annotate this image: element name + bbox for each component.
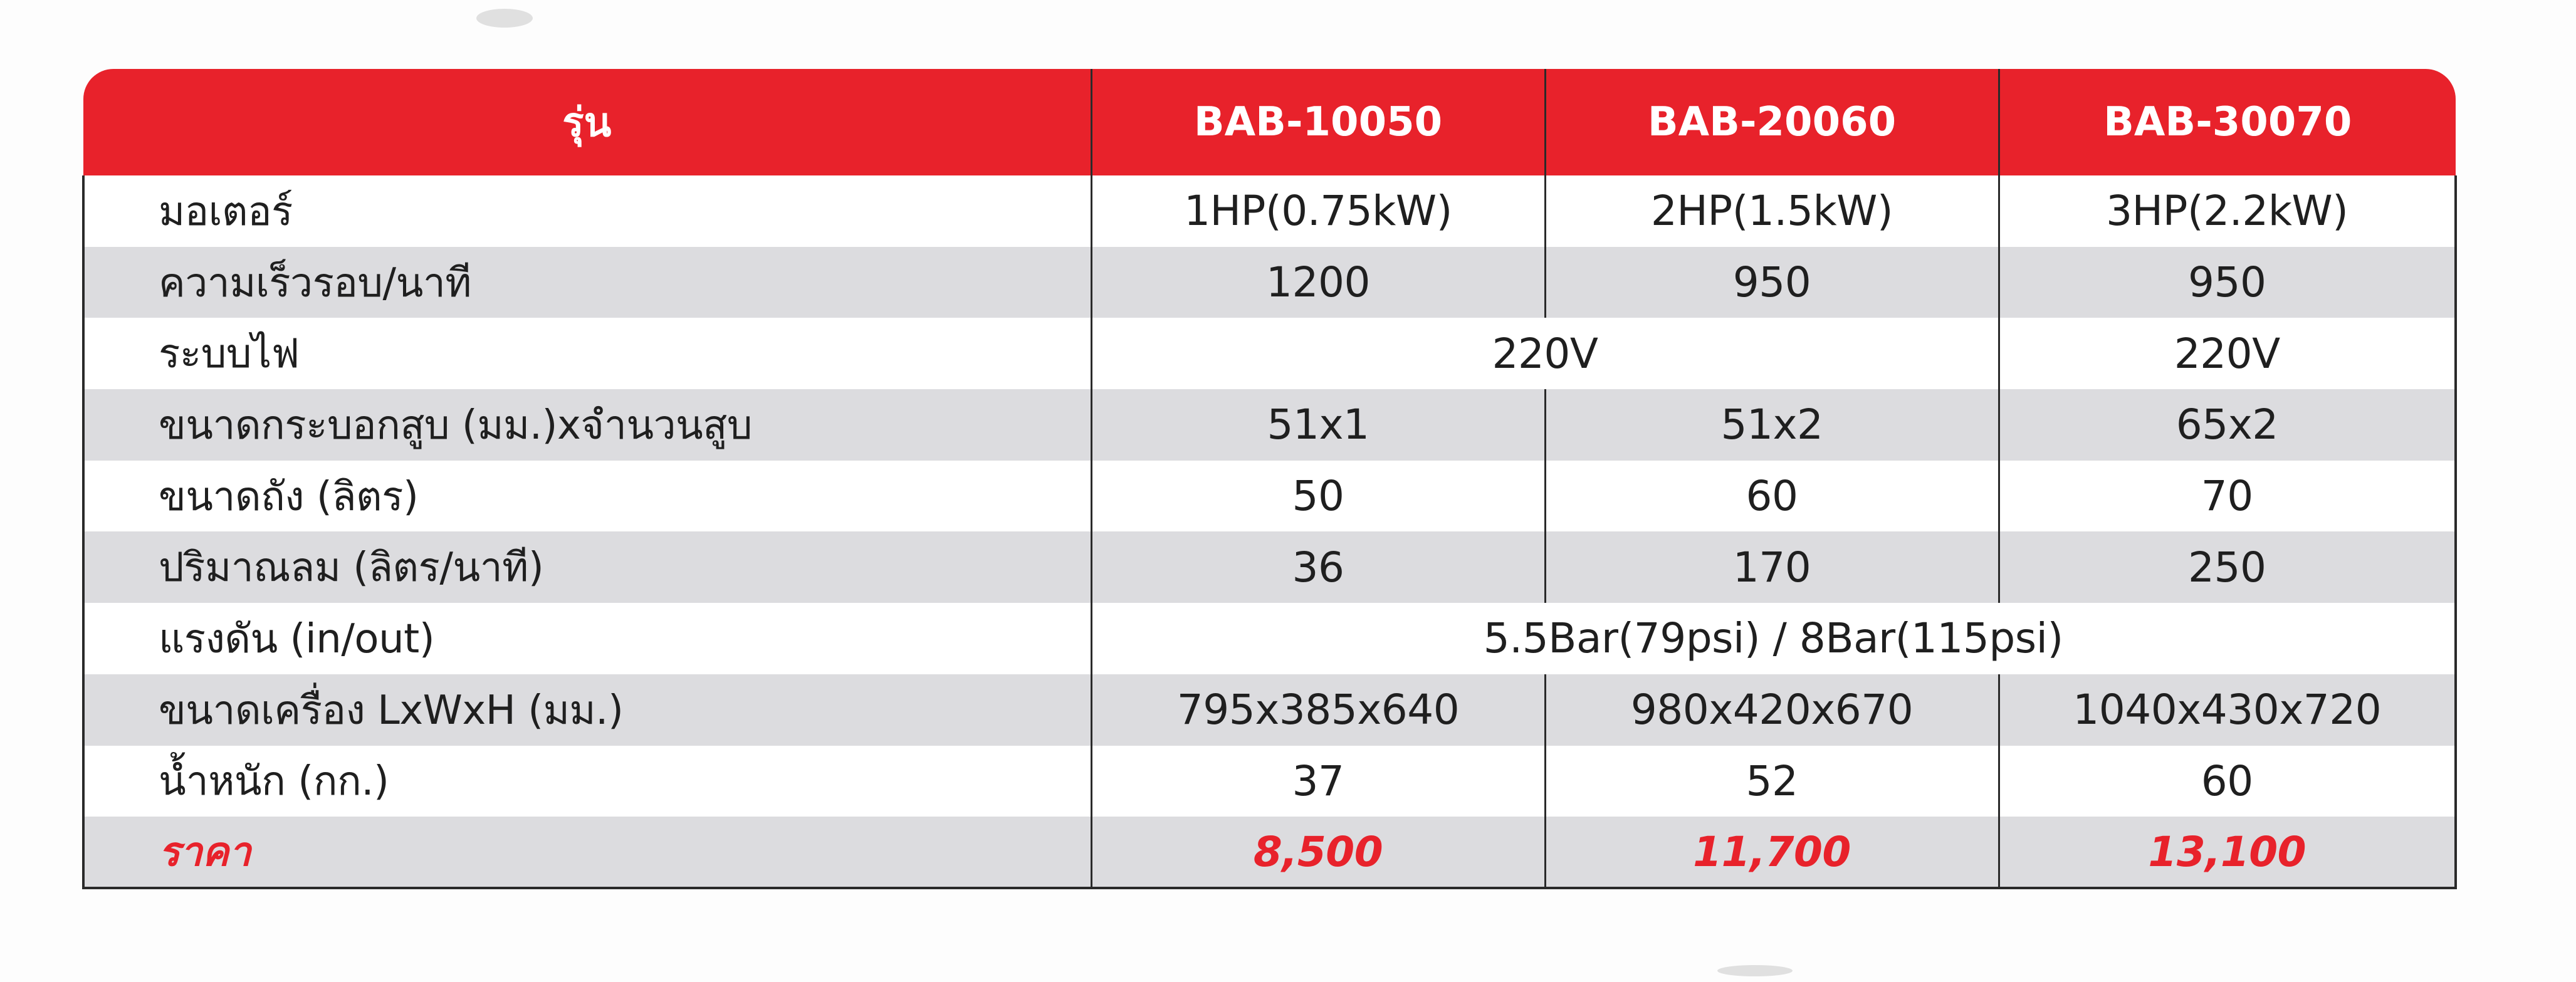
cell-value: 1HP(0.75kW) — [1091, 175, 1545, 247]
table-row-price — [83, 817, 2456, 888]
cell-value-merged: 5.5Bar(79psi) / 8Bar(115psi) — [1091, 603, 2456, 674]
cell-value: 60 — [1545, 461, 1999, 532]
cell-value: 220V — [1999, 318, 2456, 389]
table-row-power — [83, 318, 2456, 389]
table-row-weight — [83, 746, 2456, 817]
cell-value: 50 — [1091, 461, 1545, 532]
price-value: 11,700 — [1545, 817, 1999, 888]
cell-value: 37 — [1091, 746, 1545, 817]
cell-value: 51x2 — [1545, 389, 1999, 461]
cell-value: 51x1 — [1091, 389, 1545, 461]
row-label: ระบบไฟ — [83, 318, 1091, 389]
spec-table — [82, 69, 2457, 889]
cell-value: 3HP(2.2kW) — [1999, 175, 2456, 247]
price-label: ราคา — [83, 817, 1091, 888]
table-row-dimensions — [83, 674, 2456, 746]
cell-value: 60 — [1999, 746, 2456, 817]
price-value: 8,500 — [1091, 817, 1545, 888]
table-row-motor — [83, 175, 2456, 247]
table-body — [83, 175, 2456, 888]
row-label: ขนาดถัง (ลิตร) — [83, 461, 1091, 532]
table-row-tank — [83, 461, 2456, 532]
table-row-speed — [83, 247, 2456, 318]
cell-value-merged: 220V — [1091, 318, 1999, 389]
cell-value: 980x420x670 — [1545, 674, 1999, 746]
table-row-cylinder — [83, 389, 2456, 461]
cell-value: 65x2 — [1999, 389, 2456, 461]
cell-value: 70 — [1999, 461, 2456, 532]
row-label: ขนาดเครื่อง LxWxH (มม.) — [83, 674, 1091, 746]
row-label: ความเร็วรอบ/นาที — [83, 247, 1091, 318]
row-label: ปริมาณลม (ลิตร/นาที) — [83, 531, 1091, 603]
row-label: แรงดัน (in/out) — [83, 603, 1091, 674]
table-header — [83, 69, 2456, 175]
price-value: 13,100 — [1999, 817, 2456, 888]
cell-value: 950 — [1545, 247, 1999, 318]
header-model-2: BAB-20060 — [1545, 69, 1999, 175]
cell-value: 950 — [1999, 247, 2456, 318]
row-label: ขนาดกระบอกสูบ (มม.)xจำนวนสูบ — [83, 389, 1091, 461]
paper-speck — [1717, 965, 1793, 976]
cell-value: 1200 — [1091, 247, 1545, 318]
cell-value: 52 — [1545, 746, 1999, 817]
header-model-label: รุ่น — [83, 69, 1091, 175]
row-label: น้ำหนัก (กก.) — [83, 746, 1091, 817]
table-row-pressure — [83, 603, 2456, 674]
cell-value: 795x385x640 — [1091, 674, 1545, 746]
cell-value: 1040x430x720 — [1999, 674, 2456, 746]
cell-value: 36 — [1091, 531, 1545, 603]
cell-value: 2HP(1.5kW) — [1545, 175, 1999, 247]
header-model-1: BAB-10050 — [1091, 69, 1545, 175]
cell-value: 170 — [1545, 531, 1999, 603]
row-label: มอเตอร์ — [83, 175, 1091, 247]
paper-speck — [476, 9, 533, 28]
cell-value: 250 — [1999, 531, 2456, 603]
table-row-airflow — [83, 531, 2456, 603]
header-model-3: BAB-30070 — [1999, 69, 2456, 175]
